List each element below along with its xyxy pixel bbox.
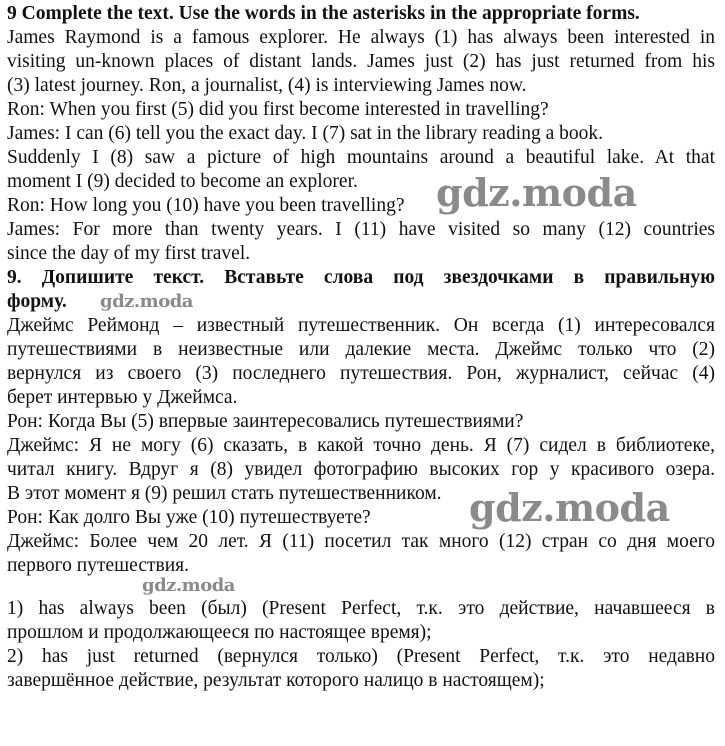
russian-line-9: Рон: Как долго Вы уже (10) путешествуете? bbox=[7, 507, 371, 528]
answer-line-4: завершённое действие, результат которого налицо в настоящем); bbox=[7, 670, 545, 691]
watermark-small-1: gdz.moda bbox=[100, 291, 193, 312]
russian-section bbox=[7, 266, 715, 578]
english-line-2: visiting un-known places of distant lands. James just (2) has just returned from his bbox=[7, 51, 715, 72]
russian-heading-line-1: 9. Допишите текст. Вставьте слова под звездочками в правильную bbox=[7, 267, 715, 288]
english-line-1: James Raymond is a famous explorer. He always (1) has always been interested in bbox=[7, 27, 715, 48]
russian-line-7: читал книгу. Вдруг я (8) увидел фотографию высоких гор у красивого озера. bbox=[7, 459, 715, 480]
watermark-small-2: gdz.moda bbox=[142, 575, 235, 596]
english-line-7: moment I (9) decided to become an explorer. bbox=[7, 171, 358, 192]
russian-line-5: Рон: Когда Вы (5) впервые заинтересовались путешествиями? bbox=[7, 411, 524, 432]
watermark-large-1: gdz.moda bbox=[436, 170, 637, 215]
answers-section bbox=[7, 597, 715, 693]
russian-line-6: Джеймс: Я не могу (6) сказать, в какой точно день. Я (7) сидел в библиотеке, bbox=[7, 435, 715, 456]
document-page bbox=[7, 2, 715, 693]
russian-line-1: Джеймс Реймонд – известный путешественник. Он всегда (1) интересовался bbox=[7, 315, 715, 336]
english-line-4: Ron: When you first (5) did you first become interested in travelling? bbox=[7, 99, 549, 120]
english-line-5: James: I can (6) tell you the exact day. I (7) sat in the library reading a book. bbox=[7, 123, 603, 144]
english-section bbox=[7, 2, 715, 266]
english-line-10: since the day of my first travel. bbox=[7, 243, 251, 264]
english-heading: 9 Complete the text. Use the words in the asterisks in the appropriate forms. bbox=[7, 3, 640, 24]
russian-line-3: вернулся из своего (3) последнего путешествия. Рон, журналист, сейчас (4) bbox=[7, 363, 715, 384]
russian-line-2: путешествиями в неизвестные или далекие места. Джеймс только что (2) bbox=[7, 339, 715, 360]
english-line-3: (3) latest journey. Ron, a journalist, (4) is interviewing James now. bbox=[7, 75, 527, 96]
english-line-6: Suddenly I (8) saw a picture of high mountains around a beautiful lake. At that bbox=[7, 147, 715, 168]
watermark-large-2: gdz.moda bbox=[469, 485, 670, 530]
english-line-9: James: For more than twenty years. I (11) have visited so many (12) countries bbox=[7, 219, 715, 240]
answer-line-1: 1) has always been (был) (Present Perfect, т.к. это действие, начавшееся в bbox=[7, 598, 715, 619]
russian-line-11: первого путешествия. bbox=[7, 555, 189, 576]
russian-line-10: Джеймс: Более чем 20 лет. Я (11) посетил так много (12) стран со дня моего bbox=[7, 531, 715, 552]
english-line-8: Ron: How long you (10) have you been travelling? bbox=[7, 195, 405, 216]
answer-line-2: прошлом и продолжающееся по настоящее время); bbox=[7, 622, 432, 643]
russian-line-4: берет интервью у Джеймса. bbox=[7, 387, 238, 408]
answer-line-3: 2) has just returned (вернулся только) (Present Perfect, т.к. это недавно bbox=[7, 646, 715, 667]
russian-line-8: В этот момент я (9) решил стать путешественником. bbox=[7, 483, 442, 504]
russian-heading-line-2: форму. bbox=[7, 291, 67, 312]
